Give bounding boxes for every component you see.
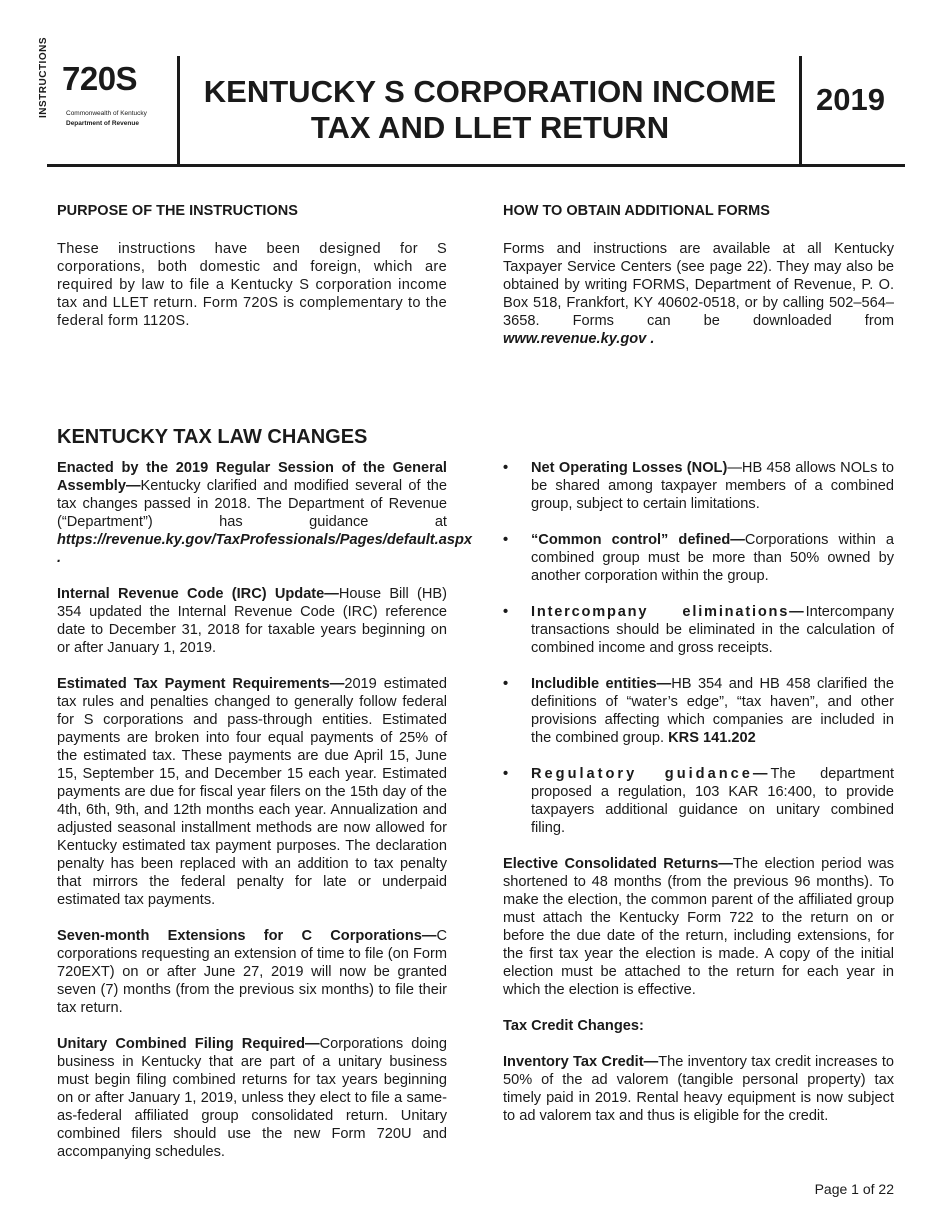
irc-text: House Bill (HB) 354 updated the Internal Revenue Code (IRC) reference date to December 31, 2018 for taxable years beginning on or after January 1, 2019. <box>57 586 448 656</box>
page-number: Page 1 of 22 <box>814 1181 894 1197</box>
purpose-text: These instructions have been designed for S corporations, both domestic and foreign, which are required by law to file a Kentucky S corporation income tax and LLET return. Form 720S is complementary to the federal form 1120S. <box>57 241 447 329</box>
bullet-label: “Common control” defined— <box>531 532 745 548</box>
header-divider-right <box>799 56 802 164</box>
bullet-label: Intercompany eliminations— <box>531 604 806 620</box>
list-item <box>503 531 894 585</box>
unitary-bullet-list <box>503 459 894 837</box>
guidance-link[interactable]: https://revenue.ky.gov/TaxProfessionals/Pages/default.aspx . <box>57 532 472 566</box>
enacted-label: Enacted by the 2019 Regular Session of the General Assembly— <box>57 460 447 494</box>
law-changes-heading: KENTUCKY TAX LAW CHANGES <box>57 426 368 448</box>
bullet-text: Intercompany transactions should be eliminated in the calculation of combined income and gross receipts. <box>531 604 894 656</box>
irc-label: Internal Revenue Code (IRC) Update— <box>57 586 339 602</box>
form-number: 720S <box>62 60 138 97</box>
bullet-dot: • <box>503 460 509 476</box>
bullet-label: Regulatory guidance— <box>531 766 771 782</box>
bullet-dot: • <box>503 766 509 782</box>
list-item <box>503 675 894 747</box>
estimated-label: Estimated Tax Payment Requirements— <box>57 676 345 692</box>
enacted-text: Kentucky clarified and modified several of the tax changes passed in 2018. The Department of Revenue (“Department”) has guidance at <box>57 478 447 530</box>
law-changes-right-column <box>503 459 894 1143</box>
unitary-label: Unitary Combined Filing Required— <box>57 1036 320 1052</box>
bullet-text: HB 354 and HB 458 clarified the definitions of “water’s edge”, “tax haven”, and other provisions affecting which companies are included in the combined group. <box>531 676 894 746</box>
bullet-label: Net Operating Losses (NOL) <box>531 460 728 476</box>
list-item <box>503 765 894 837</box>
inventory-label: Inventory Tax Credit— <box>503 1054 659 1070</box>
title-line-2: TAX AND LLET RETURN <box>310 110 670 145</box>
bullet-dot: • <box>503 676 509 692</box>
obtain-forms-heading: HOW TO OBTAIN ADDITIONAL FORMS <box>503 203 770 219</box>
inventory-text: The inventory tax credit increases to 50% of the ad valorem (tangible personal property) tax timely paid in 2019. Rental heavy equipment is now subject to ad valorem tax and thus is eligible for the credit. <box>503 1054 895 1124</box>
list-item <box>503 459 894 513</box>
bullet-label: Includible entities— <box>531 676 672 692</box>
elective-label: Elective Consolidated Returns— <box>503 856 734 872</box>
estimated-paragraph <box>57 675 447 909</box>
tax-year: 2019 <box>816 82 885 117</box>
page-header <box>0 0 950 168</box>
purpose-heading: PURPOSE OF THE INSTRUCTIONS <box>57 203 298 219</box>
tax-credit-heading <box>503 1017 894 1035</box>
law-changes-heading-wrap <box>57 426 447 449</box>
tax-credit-heading-text: Tax Credit Changes: <box>503 1018 644 1034</box>
agency-line-1: Commonwealth of Kentucky <box>66 110 147 117</box>
irc-paragraph <box>57 585 447 657</box>
inventory-paragraph <box>503 1053 894 1125</box>
agency-line-2: Department of Revenue <box>66 120 139 127</box>
header-rule <box>47 164 905 167</box>
enacted-paragraph <box>57 459 472 567</box>
page-title <box>190 74 790 146</box>
bullet-statute-ref: KRS 141.202 <box>668 730 756 746</box>
unitary-text: Corporations doing business in Kentucky that are part of a unitary business must begin filing combined returns for tax years beginning on or after January 1, 2019, unless they elect to file a same-as-federal affiliated group consolidated return. Unitary combined filers should use the new Form 720U and accompanying schedules. <box>57 1036 447 1160</box>
law-changes-left-column <box>57 459 472 1179</box>
estimated-text: 2019 estimated tax rules and penalties changed to generally follow federal for S corporations and pass-through entities. Estimated payments are broken into four equal payments of 25% of the estimated tax. These payments are due April 15, June 15, September 15, and December 15 each year. Estimated payments are due for fiscal year filers on the 15th day of the 4th, 6th, 9th, and 12th months each year. Annualization and adjusted seasonal installment methods are now allowed for Kentucky estimated tax payment purposes. The declaration penalty has been replaced with an addition to tax penalty that mirrors the federal penalty for late or underpaid estimated tax payments. <box>57 676 447 908</box>
obtain-forms-text <box>503 240 894 348</box>
seven-month-paragraph <box>57 927 447 1017</box>
bullet-text: Corporations within a combined group must be more than 50% owned by another corporation within the group. <box>531 532 894 584</box>
elective-text: The election period was shortened to 48 months (from the previous 96 months). To make the election, the common parent of the affiliated group must attach the Kentucky Form 722 to the return on or before the due date of the return, including extensions, for the first tax year the election is made. A copy of the initial election must be attached to the return for each year in which the election is effective. <box>503 856 894 998</box>
purpose-section <box>57 203 447 330</box>
seven-month-text: C corporations requesting an extension of time to file (on Form 720EXT) on or after June 27, 2019 will now be granted seven (7) months (from the previous six months) to file their tax return. <box>57 928 447 1016</box>
obtain-forms-section <box>503 203 894 348</box>
seven-month-label: Seven-month Extensions for C Corporations— <box>57 928 437 944</box>
obtain-forms-body: Forms and instructions are available at all Kentucky Taxpayer Service Centers (see page 22). They may also be obtained by writing FORMS, Department of Revenue, P. O. Box 518, Frankfort, KY 40602-0518, or by calling 502–564–3658. Forms can be downloaded from <box>503 241 894 329</box>
bullet-dot: • <box>503 604 509 620</box>
bullet-text: The department proposed a regulation, 103 KAR 16:400, to provide taxpayers additional guidance on unitary combined filing. <box>531 766 894 836</box>
revenue-website-link[interactable]: www.revenue.ky.gov . <box>503 331 655 347</box>
header-divider-left <box>177 56 180 164</box>
bullet-dot: • <box>503 532 509 548</box>
list-item <box>503 603 894 657</box>
bullet-text: —HB 458 allows NOLs to be shared among taxpayer members of a combined group, subject to certain limitations. <box>531 460 894 512</box>
unitary-paragraph <box>57 1035 447 1161</box>
instructions-side-label: INSTRUCTIONS <box>38 37 49 118</box>
title-line-1: KENTUCKY S CORPORATION INCOME <box>203 74 777 109</box>
elective-paragraph <box>503 855 894 999</box>
